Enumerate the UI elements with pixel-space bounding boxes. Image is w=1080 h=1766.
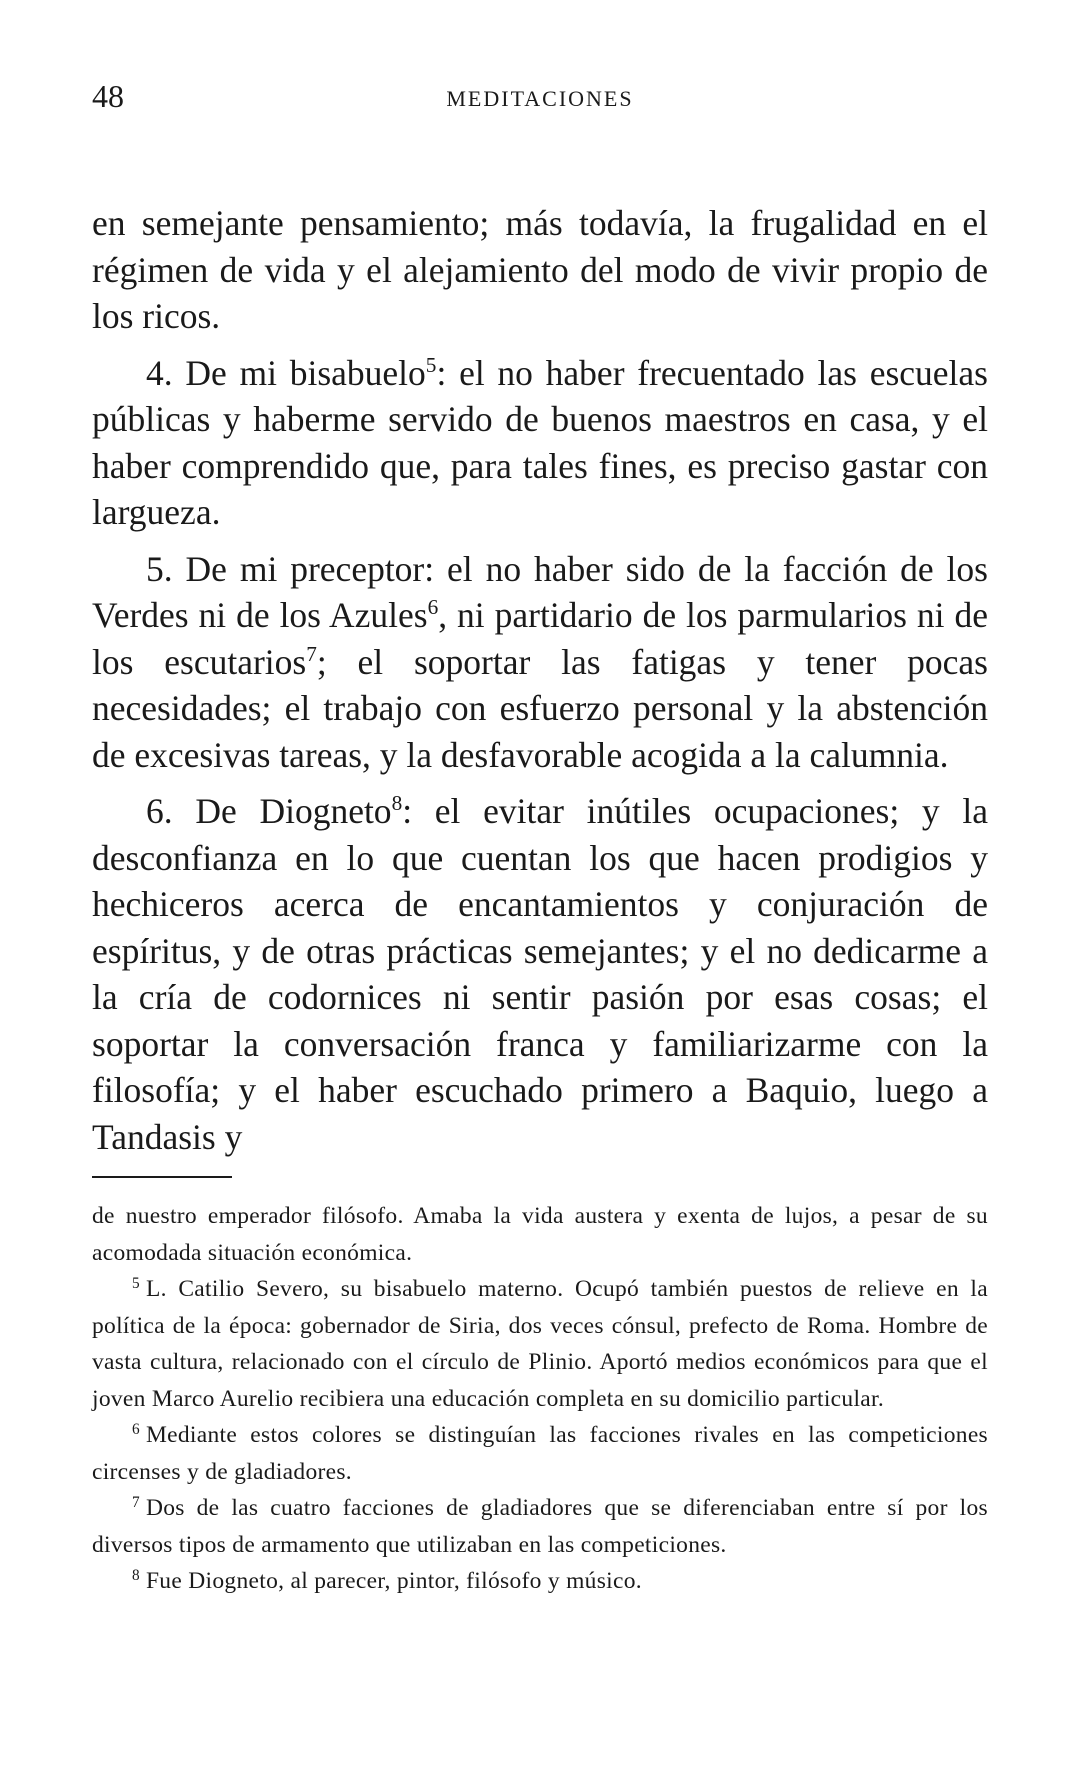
paragraph-text: 6. De Diogneto — [146, 791, 392, 831]
paragraph-4 — [92, 350, 988, 536]
paragraph-6 — [92, 788, 988, 1160]
paragraph-continuation — [92, 200, 988, 340]
footnote-number: 8 — [132, 1566, 140, 1584]
footnote-text: Mediante estos colores se distinguían las facciones rivales en las competiciones circenses y de gladiadores. — [92, 1422, 988, 1485]
footnote-8 — [92, 1563, 988, 1600]
paragraph-text: : el evitar inútiles ocupaciones; y la desconfianza en lo que cuentan los que hacen prodigios y hechiceros acerca de encantamientos y conjuración de espíritus, y de otras prácticas semejantes; y el no dedicarme a la cría de codornices ni sentir pasión por esas cosas; el soportar la conversación franca y familiarizarme con la filosofía; y el haber escuchado primero a Baquio, luego a Tandasis y — [92, 791, 988, 1157]
footnote-number: 6 — [132, 1420, 140, 1438]
footnote-number: 7 — [132, 1493, 140, 1511]
footnote-divider — [92, 1176, 232, 1178]
footnote-ref: 5 — [425, 352, 437, 377]
footnote-number: 5 — [132, 1274, 140, 1292]
footnote-6 — [92, 1417, 988, 1490]
footnote-ref: 6 — [427, 595, 439, 620]
running-head: MEDITACIONES — [446, 86, 634, 111]
footnote-continuation — [92, 1198, 988, 1271]
page-header — [92, 78, 988, 128]
footnote-7 — [92, 1490, 988, 1563]
paragraph-5 — [92, 546, 988, 779]
paragraph-text: 4. De mi bisabuelo — [146, 352, 426, 393]
footnote-text: Dos de las cuatro facciones de gladiadores que se diferenciaban entre sí por los diversos tipos de armamento que utilizaban en las competiciones. — [92, 1495, 988, 1558]
footnote-5 — [92, 1271, 988, 1417]
paragraph-text: ; el soportar las fatigas y tener pocas necesidades; el trabajo con esfuerzo personal y la abstención de excesivas tareas, y la desfavorable acogida a la calumnia. — [92, 641, 988, 775]
footnote-text: Fue Diogneto, al parecer, pintor, filósofo y músico. — [145, 1568, 642, 1594]
footnotes — [92, 1198, 988, 1600]
footnote-text: L. Catilio Severo, su bisabuelo materno. Ocupó también puestos de relieve en la política de la época: gobernador de Siria, dos veces cónsul, prefecto de Roma. Hombre de vasta cultura, relacionado con el círculo de Plinio. Aportó medios económicos para que el joven Marco Aurelio recibiera una educación completa en su domicilio particular. — [92, 1276, 988, 1412]
paragraph-text: 5. De mi preceptor: el no haber sido de la facción de los Verdes ni de los Azules — [92, 548, 988, 635]
footnote-ref: 8 — [391, 791, 403, 816]
page-number: 48 — [92, 78, 124, 114]
paragraph-text: : el no haber frecuentado las escuelas públicas y haberme servido de buenos maestros en casa, y el haber comprendido que, para tales fines, es preciso gastar con largueza. — [92, 352, 988, 532]
paragraph-text: en semejante pensamiento; más todavía, la frugalidad en el régimen de vida y el alejamiento del modo de vivir propio de los ricos. — [92, 203, 988, 336]
footnote-ref: 7 — [306, 641, 317, 666]
paragraph-text: , ni partidario de los parmularios ni de los escutarios — [92, 595, 988, 682]
main-text — [92, 200, 988, 1160]
footnote-text: de nuestro emperador filósofo. Amaba la vida austera y exenta de lujos, a pesar de su acomodada situación económica. — [92, 1203, 988, 1266]
